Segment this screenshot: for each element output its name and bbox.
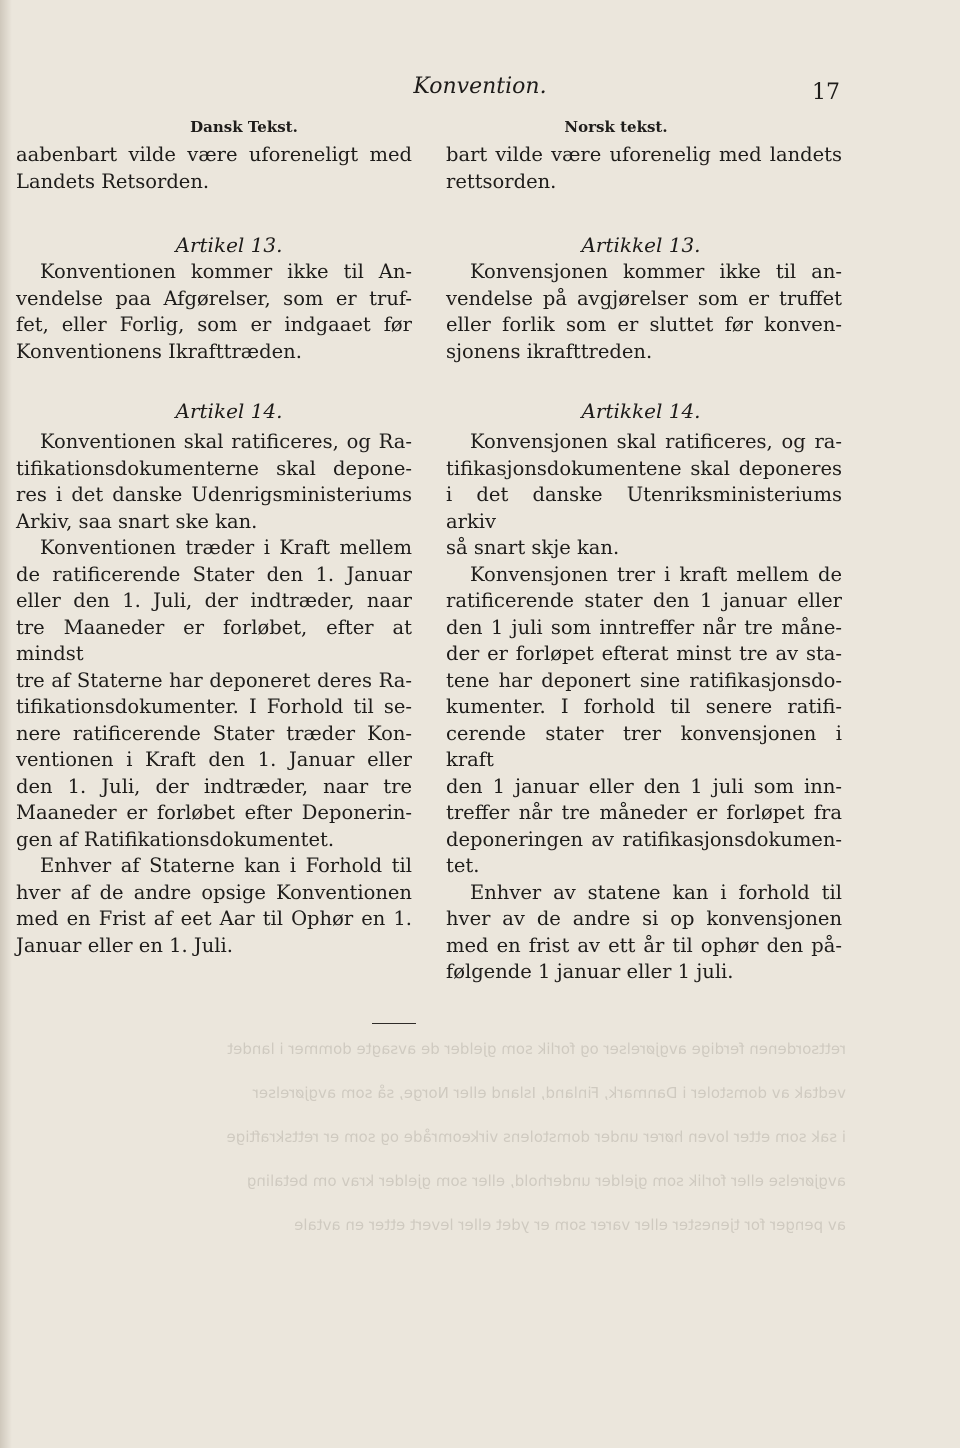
text-line: med en frist av ett år til ophør den på- (446, 933, 842, 957)
article-13-paragraph (446, 259, 842, 365)
text-line: Konvensjonen trer i kraft mellem de (470, 562, 842, 586)
text-line: Landets Retsorden. (16, 169, 210, 193)
article-14-title: Artikel 14. (175, 399, 283, 423)
text-line: eller den 1. Juli, der indtræder, naar (16, 589, 412, 612)
text-line: treffer når tre måneder er forløpet fra (446, 801, 842, 824)
text-line: res i det danske Udenrigsministeriums (16, 483, 412, 506)
text-line: vendelse paa Afgørelser, som er truf- (16, 286, 412, 310)
text-line: den 1 juli som inntreffer når tre måne- (446, 615, 842, 639)
text-line: tifikationsdokumenterne skal depone- (16, 456, 412, 480)
text-line: Konventionen skal ratificeres, og Ra- (40, 430, 412, 453)
text-line: tifikationsdokumenter. I Forhold til se- (16, 695, 412, 718)
text-line: Konvensjonen kommer ikke til an- (470, 260, 842, 283)
text-line: hver af de andre opsige Konventionen (16, 880, 412, 904)
text-line: med en Frist af eet Aar til Ophør en 1. (16, 907, 412, 930)
text-line: eller forlik som er sluttet før konven- (446, 313, 842, 336)
article-13-title: Artikkel 13. (581, 233, 701, 257)
text-line: Maaneder er forløbet efter Deponerin- (16, 801, 412, 824)
text-line: bart vilde være uforenelig med landets (446, 143, 842, 166)
text-line: de ratificerende Stater den 1. Januar (16, 562, 412, 586)
text-line: Konventionen kommer ikke til An- (40, 260, 412, 283)
show-through-text: rettsordenen ferdige avgjørelser og forlik som gjelder de avsagte dommer i landet (227, 1040, 846, 1058)
text-line: tifikasjonsdokumentene skal deponeres (446, 456, 842, 480)
text-line: sjonens ikrafttreden. (446, 339, 653, 363)
text-line: den 1. Juli, der indtræder, naar tre (16, 774, 412, 798)
text-line: tet. (446, 854, 480, 877)
text-line: fet, eller Forlig, som er indgaaet før (16, 313, 412, 336)
show-through-text: vedtak av domstoler i Danmark, Finland, Island eller Norge, så som avgjørelser (252, 1084, 846, 1102)
text-line: Konventionens Ikrafttræden. (16, 339, 302, 363)
running-title: Konvention. (413, 74, 547, 99)
text-line: rettsorden. (446, 169, 557, 193)
column-heading: Norsk tekst. (564, 118, 668, 136)
intro-paragraph (446, 142, 842, 195)
text-line: nere ratificerende Stater træder Kon- (16, 721, 412, 745)
text-line: så snart skje kan. (446, 536, 620, 559)
show-through-text: i sak som etter loven hører under domstolens virkeområde og som er rettskraftige (226, 1128, 846, 1146)
text-line: tre af Staterne har deponeret deres Ra- (16, 668, 412, 692)
text-line: gen af Ratifikationsdokumentet. (16, 827, 335, 851)
article-14-paragraph-3 (446, 880, 842, 986)
section-divider (372, 1023, 416, 1024)
article-14-paragraph-2 (446, 562, 842, 880)
text-line: hver av de andre si op konvensjonen (446, 907, 842, 930)
article-13-paragraph (16, 259, 412, 365)
text-line: i det danske Utenriksministeriums arkiv (446, 483, 842, 533)
page-number: 17 (812, 80, 840, 105)
text-line: kumenter. I forhold til senere ratifi- (446, 695, 842, 718)
text-line: Enhver af Staterne kan i Forhold til (40, 854, 412, 877)
text-line: der er forløpet efterat minst tre av sta- (446, 642, 842, 665)
text-line: Enhver av statene kan i forhold til (470, 880, 842, 904)
text-line: Arkiv, saa snart ske kan. (16, 509, 258, 533)
text-line: den 1 januar eller den 1 juli som inn- (446, 774, 842, 798)
text-line: aabenbart vilde være uforeneligt med (16, 143, 412, 166)
text-line: deponeringen av ratifikasjonsdokumen- (446, 827, 842, 851)
intro-paragraph (16, 142, 412, 195)
text-line: Januar eller en 1. Juli. (16, 933, 233, 957)
text-line: cerende stater trer konvensjonen i kraft (446, 721, 842, 771)
text-line: Konvensjonen skal ratificeres, og ra- (470, 430, 842, 453)
article-14-paragraph-2 (16, 535, 412, 853)
article-14-paragraph-1 (446, 429, 842, 562)
page-edge-shadow (0, 0, 12, 1448)
show-through-text: avgjørelse eller forlik som gjelder underhold, eller som gjelder krav om betaling (246, 1172, 846, 1190)
text-line: vendelse på avgjørelser som er truffet (446, 286, 842, 310)
text-line: tene har deponert sine ratifikasjonsdo- (446, 668, 842, 692)
text-line: tre Maaneder er forløbet, efter at mindst (16, 615, 412, 665)
article-13-title: Artikel 13. (175, 233, 283, 257)
article-14-paragraph-3 (16, 853, 412, 959)
show-through-text: av penger for tjenester eller varer som er ydet eller levert etter en avtale (294, 1216, 846, 1234)
text-line: ventionen i Kraft den 1. Januar eller (16, 748, 412, 771)
article-14-title: Artikkel 14. (581, 399, 701, 423)
norwegian-column (446, 118, 842, 986)
text-line: Konventionen træder i Kraft mellem (40, 536, 412, 559)
danish-column (16, 118, 412, 959)
article-14-paragraph-1 (16, 429, 412, 535)
text-line: følgende 1 januar eller 1 juli. (446, 960, 734, 983)
column-heading: Dansk Tekst. (190, 118, 298, 136)
text-line: ratificerende stater den 1 januar eller (446, 589, 842, 612)
